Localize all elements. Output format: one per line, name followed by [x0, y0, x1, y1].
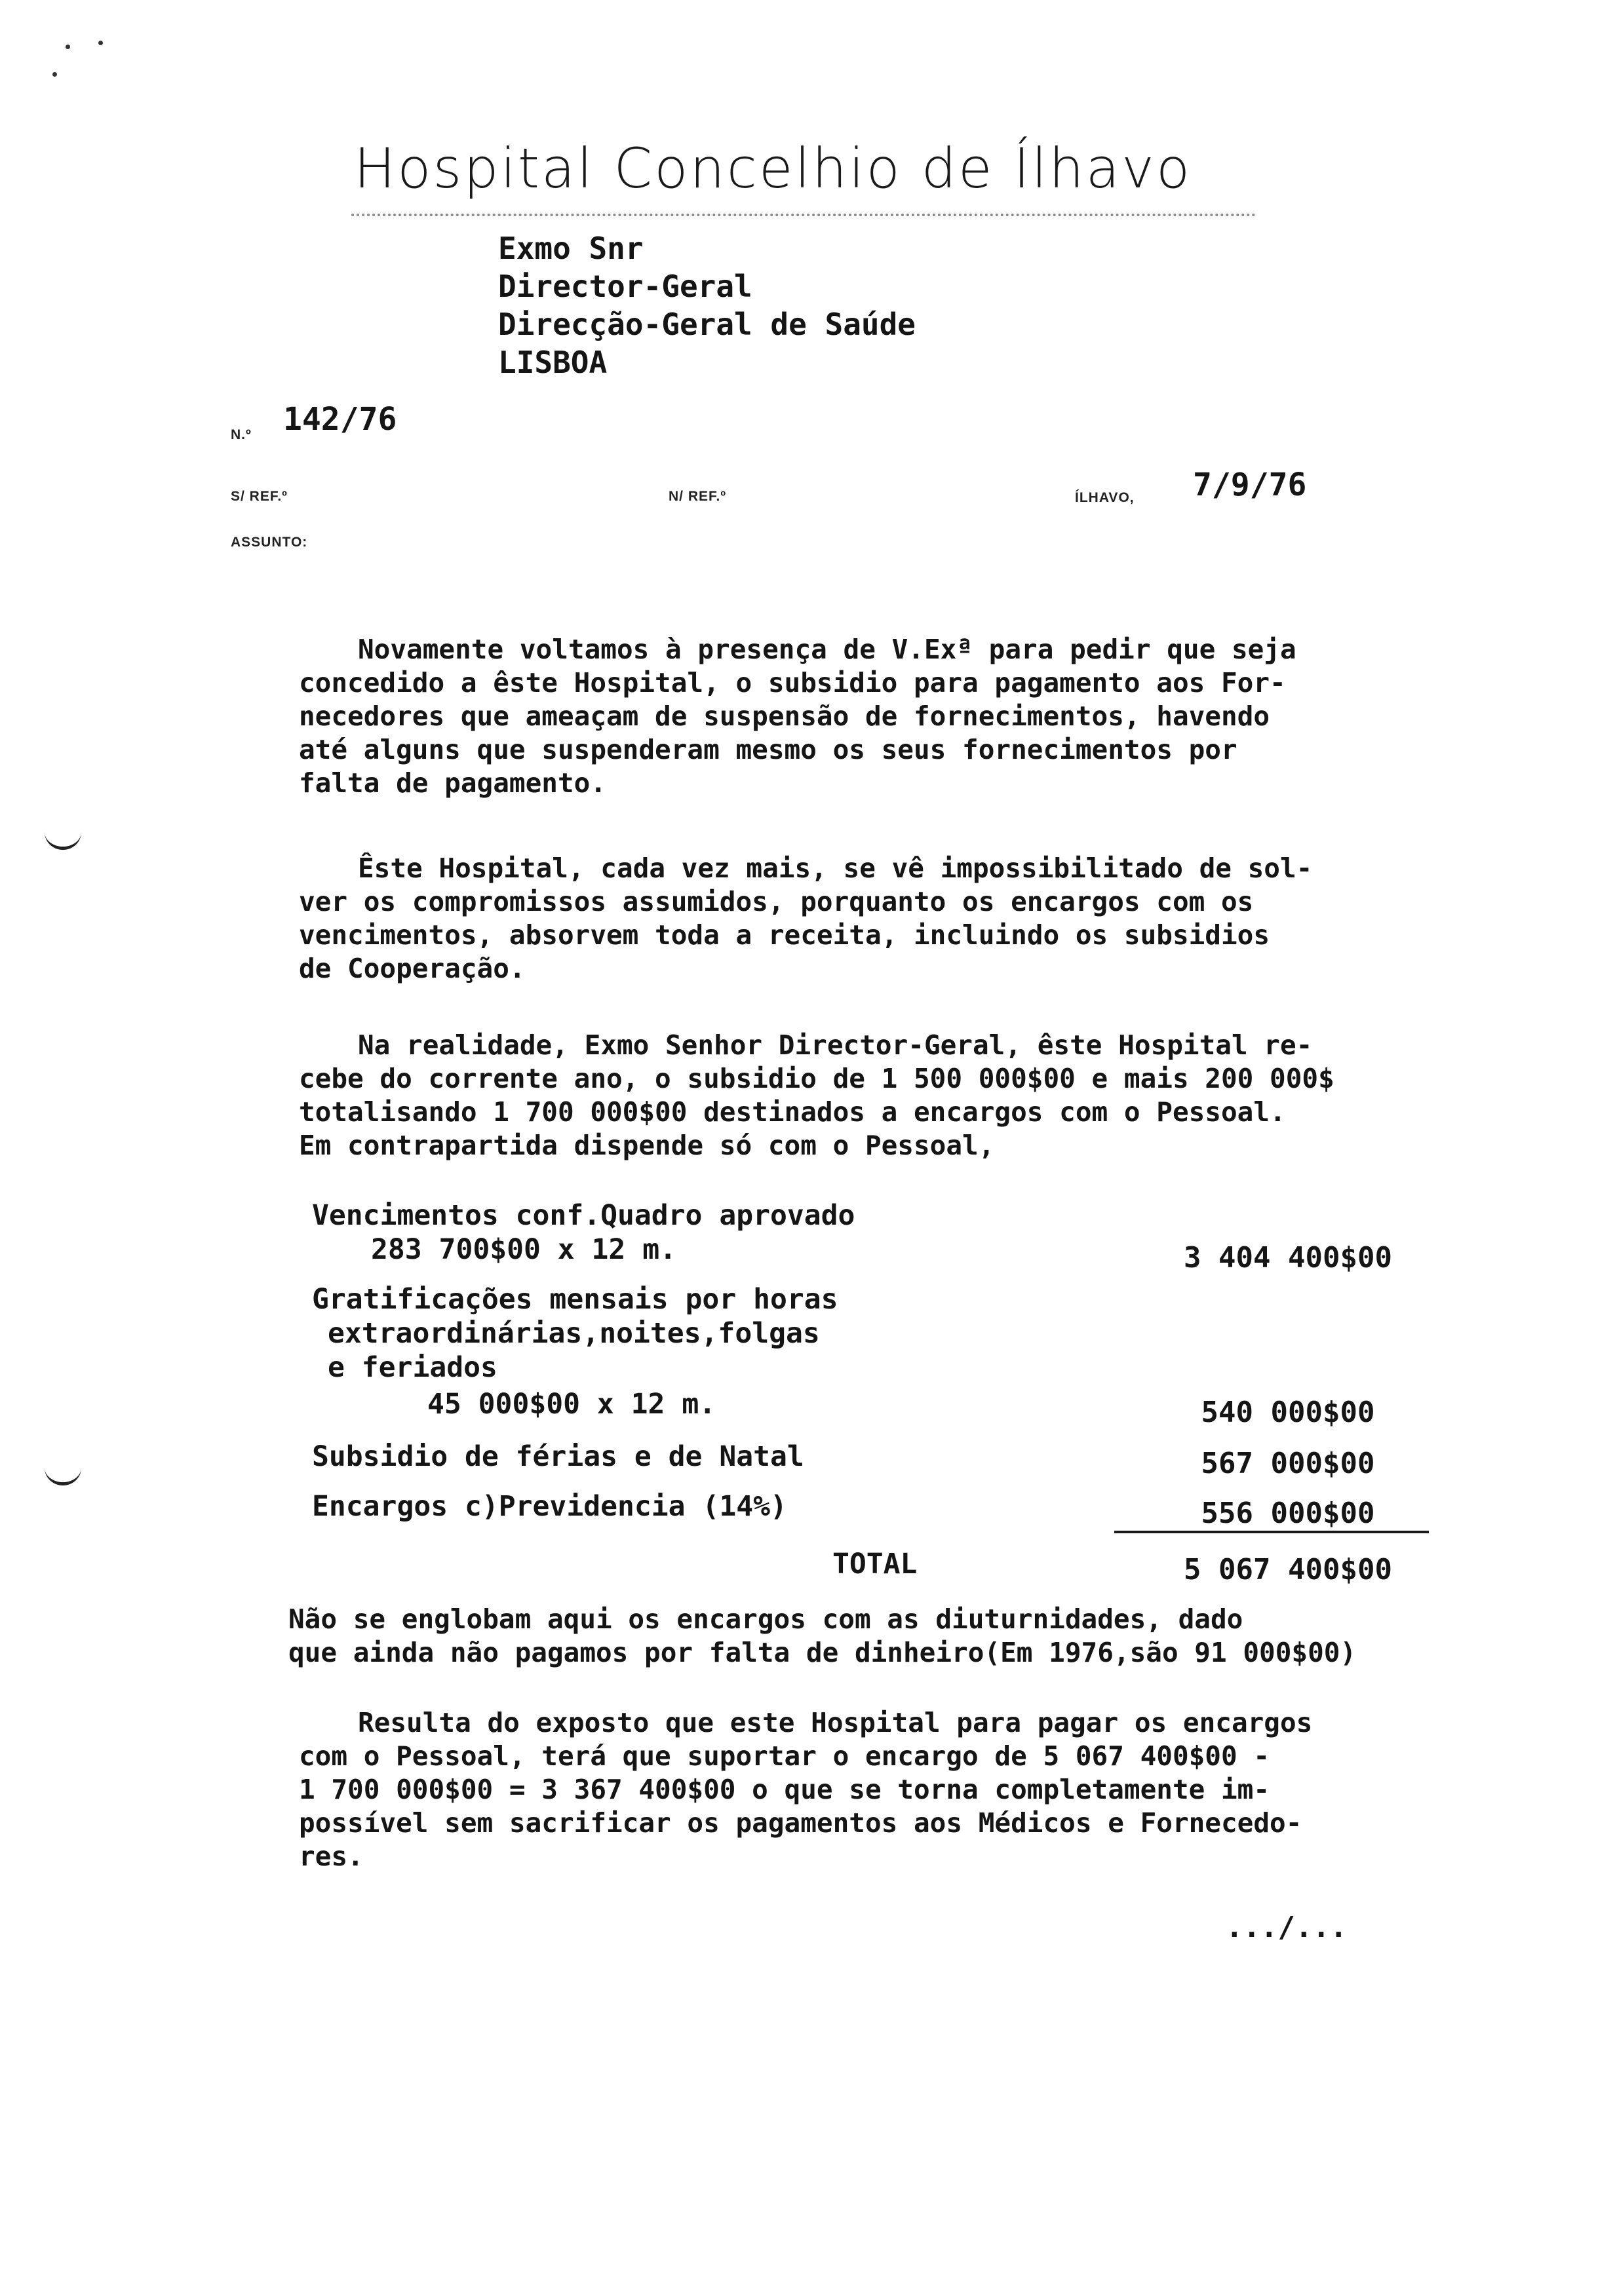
- addressee-line: Exmo Snr: [498, 231, 644, 266]
- paragraph-request: [299, 633, 1296, 800]
- text-line: Êste Hospital, cada vez mais, se vê impossibilitado de sol-: [358, 852, 1313, 884]
- expense-label-salaries: Vencimentos conf.Quadro aprovado: [312, 1199, 855, 1232]
- punch-hole-mark: [45, 1468, 81, 1485]
- text-line: falta de pagamento.: [299, 767, 606, 799]
- letter-date: 7/9/76: [1193, 467, 1307, 503]
- amount-social-security: 556 000$00: [1201, 1497, 1375, 1530]
- text-line: concedido a êste Hospital, o subsidio para pagamento aos For-: [299, 667, 1286, 698]
- scan-speck: [66, 45, 70, 49]
- text-line: Novamente voltamos à presença de V.Exª para pedir que seja: [358, 634, 1296, 665]
- text-line: Resulta do exposto que este Hospital para pagar os encargos: [358, 1707, 1313, 1738]
- expense-label-social-security: Encargos c)Previdencia (14%): [312, 1490, 787, 1523]
- amount-gratuities: 540 000$00: [1201, 1396, 1375, 1429]
- punch-hole-mark: [45, 832, 81, 850]
- expense-calc-salaries: 283 700$00 x 12 m.: [371, 1233, 676, 1266]
- expense-label-gratuities: Gratificações mensais por horas: [312, 1283, 838, 1316]
- text-line: até alguns que suspenderam mesmo os seus fornecimentos por: [299, 734, 1237, 765]
- addressee-line: Director-Geral: [498, 269, 752, 304]
- scan-speck: [52, 72, 57, 77]
- page-continues-marker: .../...: [1226, 1911, 1348, 1944]
- note-diuturnities: [288, 1603, 1356, 1670]
- number-label: N.º: [231, 427, 252, 442]
- expense-calc-gratuities: 45 000$00 x 12 m.: [427, 1388, 716, 1421]
- text-line: res.: [299, 1841, 364, 1872]
- total-rule: [1114, 1531, 1429, 1533]
- text-line: ver os compromissos assumidos, porquanto os encargos com os: [299, 886, 1254, 917]
- text-line: totalisando 1 700 000$00 destinados a encargos com o Pessoal.: [299, 1096, 1286, 1128]
- paragraph-reality: [299, 1029, 1334, 1162]
- text-line: 1 700 000$00 = 3 367 400$00 o que se torna completamente im-: [299, 1774, 1270, 1805]
- expense-label-gratuities: extraordinárias,noites,folgas: [328, 1317, 820, 1350]
- text-line: Não se englobam aqui os encargos com as diuturnidades, dado: [288, 1603, 1243, 1635]
- text-line: Em contrapartida dispende só com o Pessoal,: [299, 1130, 995, 1161]
- amount-holiday: 567 000$00: [1201, 1447, 1375, 1480]
- amount-total: 5 067 400$00: [1184, 1553, 1392, 1586]
- letterhead-rule: [351, 214, 1256, 216]
- place-label: ÍLHAVO,: [1075, 490, 1135, 505]
- total-label: TOTAL: [832, 1548, 918, 1580]
- text-line: possível sem sacrificar os pagamentos aos Médicos e Fornecedo-: [299, 1807, 1302, 1839]
- our-ref-label: N/ REF.º: [669, 489, 727, 504]
- addressee-line: Direcção-Geral de Saúde: [498, 307, 916, 342]
- text-line: de Cooperação.: [299, 953, 526, 984]
- text-line: com o Pessoal, terá que suportar o encargo de 5 067 400$00 -: [299, 1740, 1270, 1772]
- expense-label-holiday: Subsidio de férias e de Natal: [312, 1440, 804, 1473]
- paragraph-conclusion: [299, 1706, 1312, 1873]
- letter-number: 142/76: [283, 401, 397, 438]
- scan-speck: [98, 41, 103, 45]
- text-line: que ainda não pagamos por falta de dinheiro(Em 1976,são 91 000$00): [288, 1637, 1357, 1668]
- your-ref-label: S/ REF.º: [231, 489, 288, 504]
- expense-label-gratuities: e feriados: [328, 1351, 497, 1384]
- addressee-line: LISBOA: [498, 345, 608, 380]
- text-line: necedores que ameaçam de suspensão de fornecimentos, havendo: [299, 700, 1270, 732]
- subject-label: ASSUNTO:: [231, 535, 308, 550]
- addressee-block: [498, 229, 916, 381]
- text-line: cebe do corrente ano, o subsidio de 1 500 000$00 e mais 200 000$: [299, 1063, 1334, 1094]
- hospital-letterhead: Hospital Concelhio de Ílhavo: [354, 136, 1192, 201]
- amount-salaries: 3 404 400$00: [1184, 1241, 1392, 1274]
- paragraph-commitments: [299, 852, 1312, 985]
- text-line: Na realidade, Exmo Senhor Director-Geral, êste Hospital re-: [358, 1029, 1313, 1061]
- text-line: vencimentos, absorvem toda a receita, incluindo os subsidios: [299, 919, 1270, 951]
